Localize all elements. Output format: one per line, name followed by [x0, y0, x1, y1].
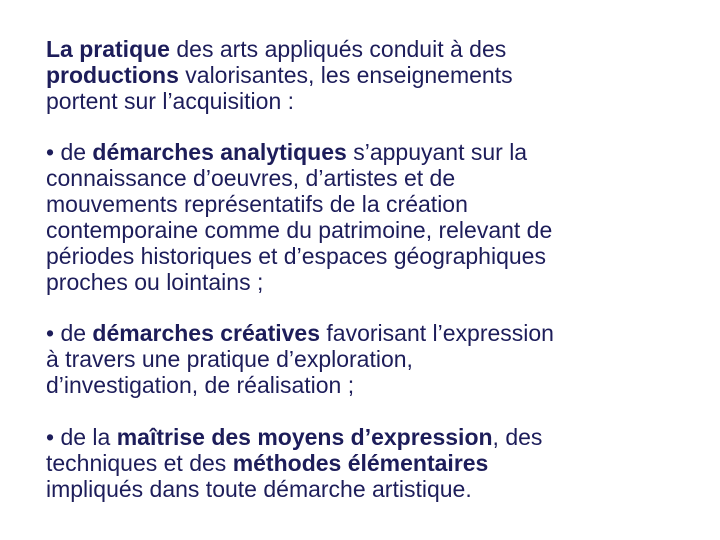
text-run: , des	[492, 424, 543, 450]
bullet-analytical	[46, 139, 686, 295]
bullet-3-line-3: impliqués dans toute démarche artistique.	[46, 476, 472, 502]
text-run: • de la	[46, 424, 117, 450]
bullet-1-line-5: périodes historiques et d’espaces géographiques	[46, 243, 546, 269]
text-run: • de	[46, 320, 93, 346]
bold-term: productions	[46, 62, 179, 88]
bold-term: démarches analytiques	[92, 139, 347, 165]
bullet-3-line-1	[46, 424, 686, 450]
bullet-2-line-2: à travers une pratique d’exploration,	[46, 346, 413, 372]
text-run: • de	[46, 139, 93, 165]
bullet-1-line-4: contemporaine comme du patrimoine, relevant de	[46, 217, 553, 243]
bullet-creative	[46, 320, 686, 398]
bullet-1-line-3: mouvements représentatifs de la création	[46, 191, 468, 217]
text-run: des arts appliqués conduit à des	[169, 36, 507, 62]
bullet-1-line-1	[46, 139, 686, 165]
bold-term: La pratique	[46, 36, 170, 62]
text-run: s’appuyant sur la	[346, 139, 528, 165]
intro-line-2	[46, 62, 686, 88]
intro-line-1	[46, 36, 686, 62]
bullet-3-line-2	[46, 450, 686, 476]
bold-term: démarches créatives	[92, 320, 321, 346]
text-run: techniques et des	[46, 450, 233, 476]
bullet-1-line-6: proches ou lointains ;	[46, 269, 264, 295]
text-run: valorisantes, les enseignements	[178, 62, 513, 88]
intro-line-3: portent sur l’acquisition :	[46, 88, 295, 114]
intro-paragraph	[46, 36, 686, 114]
bullet-mastery	[46, 424, 686, 502]
bold-term: maîtrise des moyens d’expression	[116, 424, 493, 450]
bold-term: méthodes élémentaires	[232, 450, 489, 476]
bullet-2-line-3: d’investigation, de réalisation ;	[46, 372, 355, 398]
bullet-1-line-2: connaissance d’oeuvres, d’artistes et de	[46, 165, 456, 191]
text-run: favorisant l’expression	[320, 320, 554, 346]
bullet-2-line-1	[46, 320, 686, 346]
